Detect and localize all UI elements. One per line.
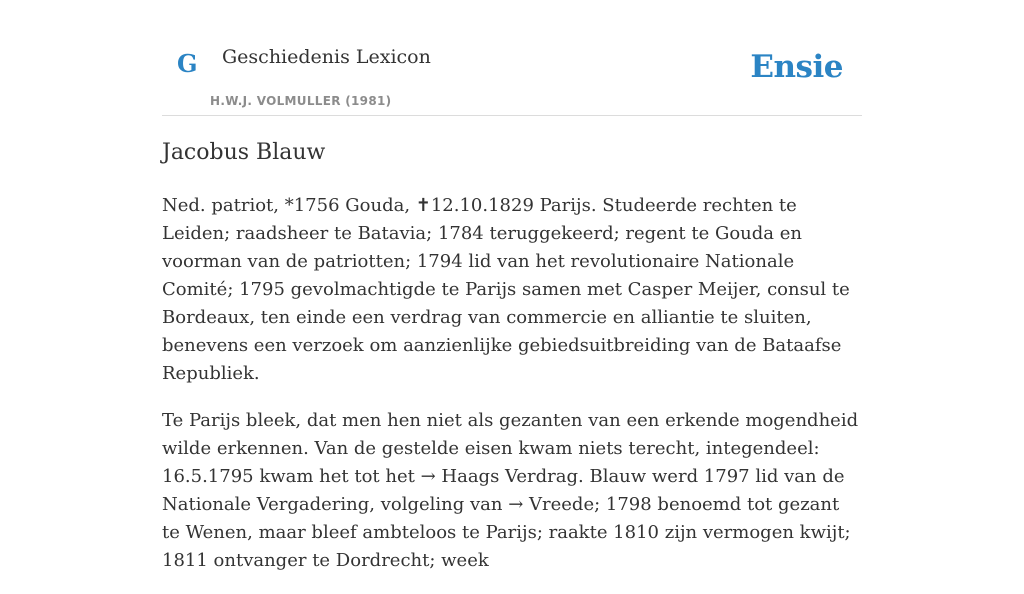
lexicon-logo[interactable]: G (177, 49, 198, 78)
page (162, 0, 862, 571)
lexicon-header (162, 0, 862, 116)
lexicon-title[interactable]: Geschiedenis Lexicon (222, 46, 431, 68)
entry-title: Jacobus Blauw (162, 140, 326, 165)
entry-paragraph: Te Parijs bleek, dat men hen niet als gezanten van een erkende mogendheid wilde erkennen. Van de gestelde eisen kwam niets terecht, integendeel: 16.5.1795 kwam het tot het → Haags Verdrag. Blauw werd 1797 lid van de Nationale Vergadering, volgeling van → Vreede; 1798 benoemd tot gezant te Wenen, maar bleef ambteloos te Parijs; raakte 1810 zijn vermogen kwijt; 1811 ontvanger te Dordrecht; week (162, 410, 859, 571)
lexicon-author: H.W.J. VOLMULLER (1981) (210, 94, 392, 108)
ensie-logo-link[interactable]: Ensie (750, 49, 843, 85)
entry-paragraph: Ned. patriot, *1756 Gouda, ✝12.10.1829 Parijs. Studeerde rechten te Leiden; raadsheer te Batavia; 1784 teruggekeerd; regent te Gouda en voorman van de patriotten; 1794 lid van het revolutionaire Nationale Comité; 1795 gevolmachtigde te Parijs samen met Casper Meijer, consul te Bordeaux, ten einde een verdrag van commercie en alliantie te sluiten, benevens een verzoek om aanzienlijke gebiedsuitbreiding van de Bataafse Republiek. (162, 195, 850, 384)
entry-body (162, 192, 862, 594)
